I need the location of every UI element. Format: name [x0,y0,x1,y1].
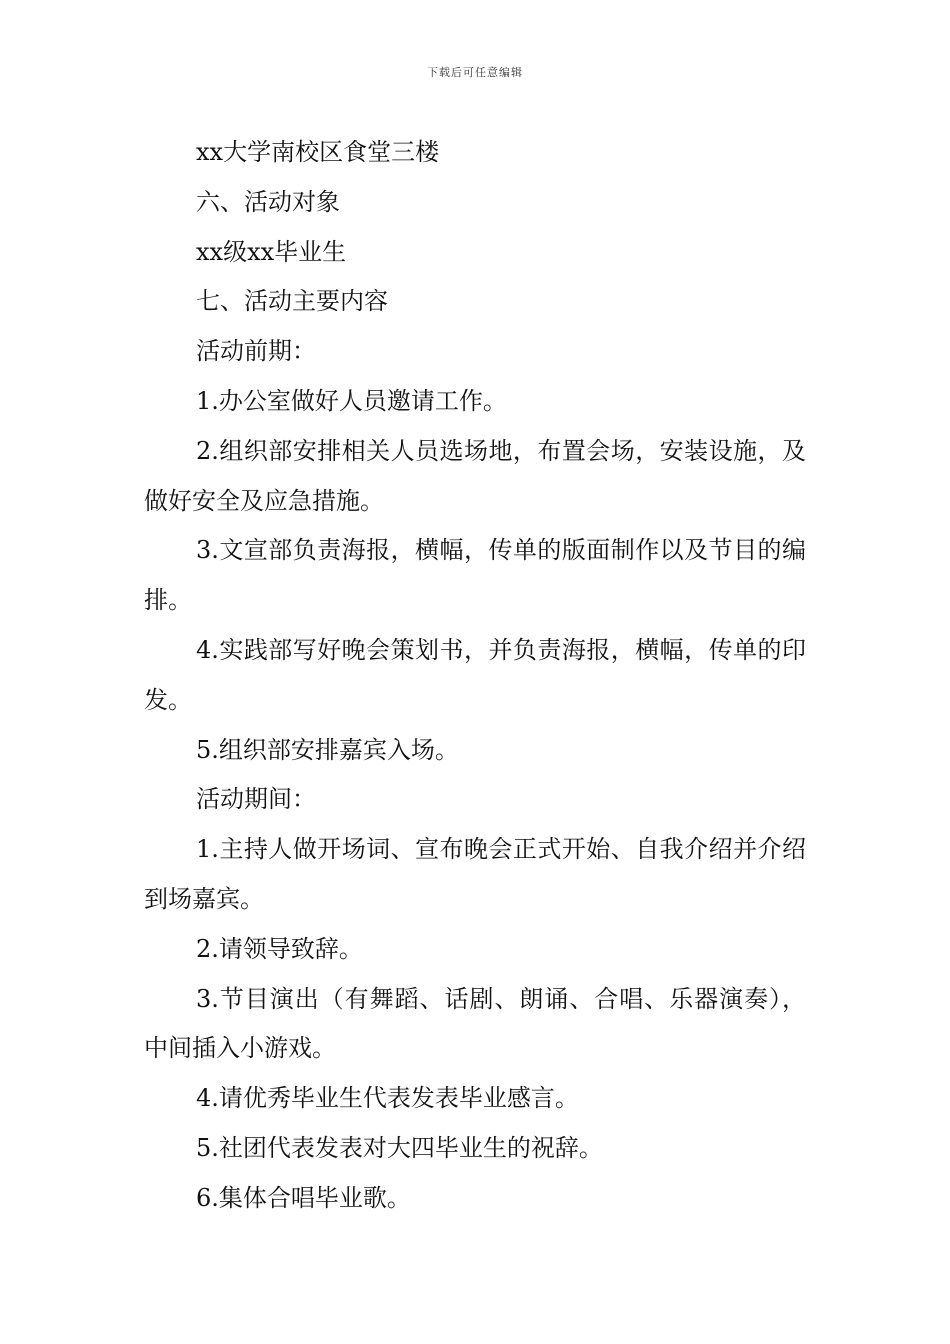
list-item: 2.组织部安排相关人员选场地，布置会场，安装设施，及做好安全及应急措施。 [144,436,806,515]
list-item: 2.请领导致辞。 [196,934,363,963]
document-body [144,128,806,1224]
list-item: 3.文宣部负责海报，横幅，传单的版面制作以及节目的编排。 [144,536,806,615]
list-item: 5.组织部安排嘉宾入场。 [196,735,459,764]
paragraph-audience: xx级xx毕业生 [196,237,347,266]
list-item: 1.办公室做好人员邀请工作。 [196,386,507,415]
section-heading-audience: 六、活动对象 [196,187,340,216]
list-item: 5.社团代表发表对大四毕业生的祝辞。 [196,1133,603,1162]
page-header-note: 下载后可任意编辑 [427,66,523,79]
list-item: 4.实践部写好晚会策划书，并负责海报，横幅，传单的印发。 [144,635,806,714]
list-item: 3.节目演出（有舞蹈、话剧、朗诵、合唱、乐器演奏），中间插入小游戏。 [144,984,806,1063]
list-item: 6.集体合唱毕业歌。 [196,1183,411,1212]
subheading-during-event: 活动期间： [196,785,316,814]
list-item: 4.请优秀毕业生代表发表毕业感言。 [196,1084,579,1113]
subheading-pre-event: 活动前期： [196,337,316,366]
list-item: 1.主持人做开场词、宣布晚会正式开始、自我介绍并介绍到场嘉宾。 [144,835,806,913]
paragraph-venue: xx大学南校区食堂三楼 [196,138,440,166]
section-heading-content: 七、活动主要内容 [196,287,388,316]
